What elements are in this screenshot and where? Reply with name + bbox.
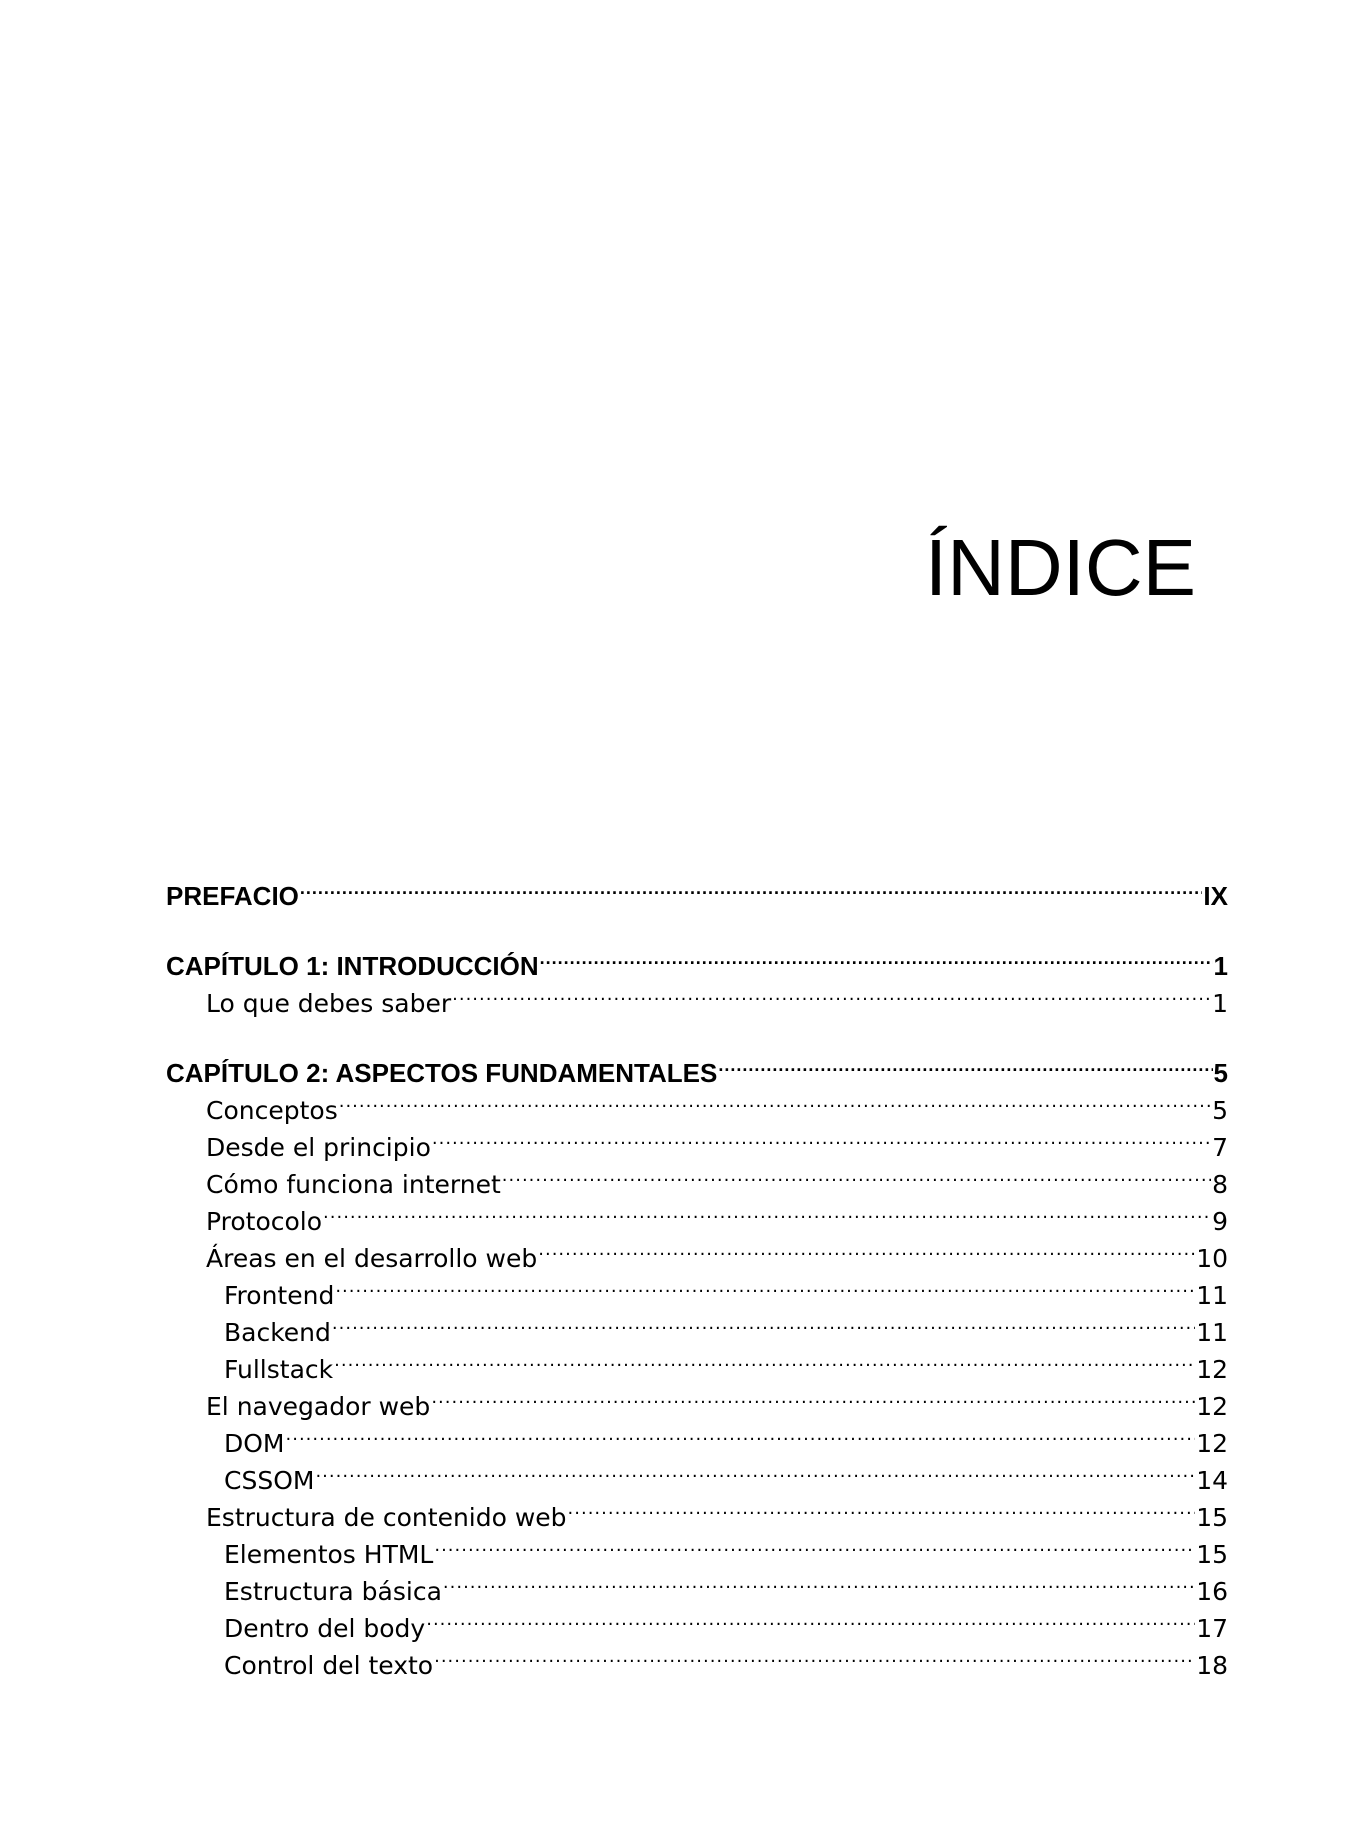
toc-dot-leader [434,1637,1195,1674]
toc-entry-page: 5 [1213,1058,1228,1088]
toc-entry-label: Backend [224,1318,331,1347]
toc-entry-label: DOM [224,1429,285,1458]
toc-entry-page: 9 [1212,1207,1228,1236]
toc-dot-leader [432,1119,1211,1156]
toc-entry-page: 12 [1196,1392,1228,1421]
page-title: ÍNDICE [924,523,1196,612]
toc-entry-label: Estructura básica [224,1577,442,1606]
toc-entry-areas-desarrollo-web[interactable] [166,1230,1228,1273]
toc-entry-label: Lo que debes saber [206,989,452,1018]
toc-dot-leader [300,868,1203,905]
toc-entry-page: 11 [1196,1281,1228,1310]
toc-entry-label: Elementos HTML [224,1540,434,1569]
toc-entry-page: 12 [1196,1355,1228,1384]
toc-dot-leader [286,1415,1196,1452]
toc-dot-leader [426,1600,1195,1637]
toc-entry-label: Frontend [224,1281,335,1310]
toc-entry-page: 14 [1196,1466,1228,1495]
toc-dot-leader [502,1156,1211,1193]
toc-entry-page: 15 [1196,1503,1228,1532]
toc-dot-leader [431,1378,1195,1415]
toc-entry-label: Conceptos [206,1096,338,1125]
toc-dot-leader [332,1304,1195,1341]
toc-entry-estructura-contenido-web[interactable] [166,1489,1228,1532]
toc-entry-page: 1 [1213,951,1228,981]
toc-entry-page: 10 [1196,1244,1228,1273]
toc-entry-page: 7 [1212,1133,1228,1162]
toc-entry-capitulo-2[interactable] [166,1045,1228,1088]
toc-dot-leader [315,1452,1195,1489]
toc-entry-page: 11 [1196,1318,1228,1347]
toc-entry-cssom[interactable] [166,1452,1228,1495]
toc-entry-dom[interactable] [166,1415,1228,1458]
toc-entry-label: CSSOM [224,1466,315,1495]
toc-entry-label: Dentro del body [224,1614,426,1643]
toc-entry-page: 12 [1196,1429,1228,1458]
toc-entry-page: 15 [1196,1540,1228,1569]
toc-entry-page: 18 [1196,1651,1228,1680]
toc-entry-label: Áreas en el desarrollo web [206,1244,538,1273]
toc-entry-protocolo[interactable] [166,1193,1228,1236]
toc-entry-label: El navegador web [206,1392,431,1421]
toc-entry-label: CAPÍTULO 1: INTRODUCCIÓN [166,951,539,981]
toc-entry-page: IX [1203,881,1228,911]
toc-dot-leader [339,1082,1211,1119]
toc-entry-page: 17 [1196,1614,1228,1643]
toc-entry-page: 1 [1212,989,1228,1018]
toc-entry-page: 5 [1212,1096,1228,1125]
toc-dot-leader [334,1341,1195,1378]
toc-dot-leader [335,1267,1195,1304]
toc-dot-leader [443,1563,1195,1600]
toc-dot-leader [718,1045,1212,1082]
table-of-contents [166,868,1228,1680]
toc-entry-label: PREFACIO [166,881,299,911]
toc-entry-label: Desde el principio [206,1133,431,1162]
toc-dot-leader [452,975,1211,1012]
toc-entry-label: Control del texto [224,1651,434,1680]
toc-entry-label: Fullstack [224,1355,334,1384]
toc-entry-label: CAPÍTULO 2: ASPECTOS FUNDAMENTALES [166,1058,718,1088]
toc-entry-capitulo-1[interactable] [166,938,1228,981]
toc-entry-label: Protocolo [206,1207,323,1236]
toc-dot-leader [538,1230,1195,1267]
toc-dot-leader [434,1526,1195,1563]
toc-entry-page: 8 [1212,1170,1228,1199]
toc-entry-page: 16 [1196,1577,1228,1606]
toc-dot-leader [323,1193,1211,1230]
toc-dot-leader [540,938,1213,975]
toc-entry-label: Cómo funciona internet [206,1170,501,1199]
toc-dot-leader [568,1489,1196,1526]
toc-entry-prefacio[interactable] [166,868,1228,911]
toc-entry-label: Estructura de contenido web [206,1503,567,1532]
